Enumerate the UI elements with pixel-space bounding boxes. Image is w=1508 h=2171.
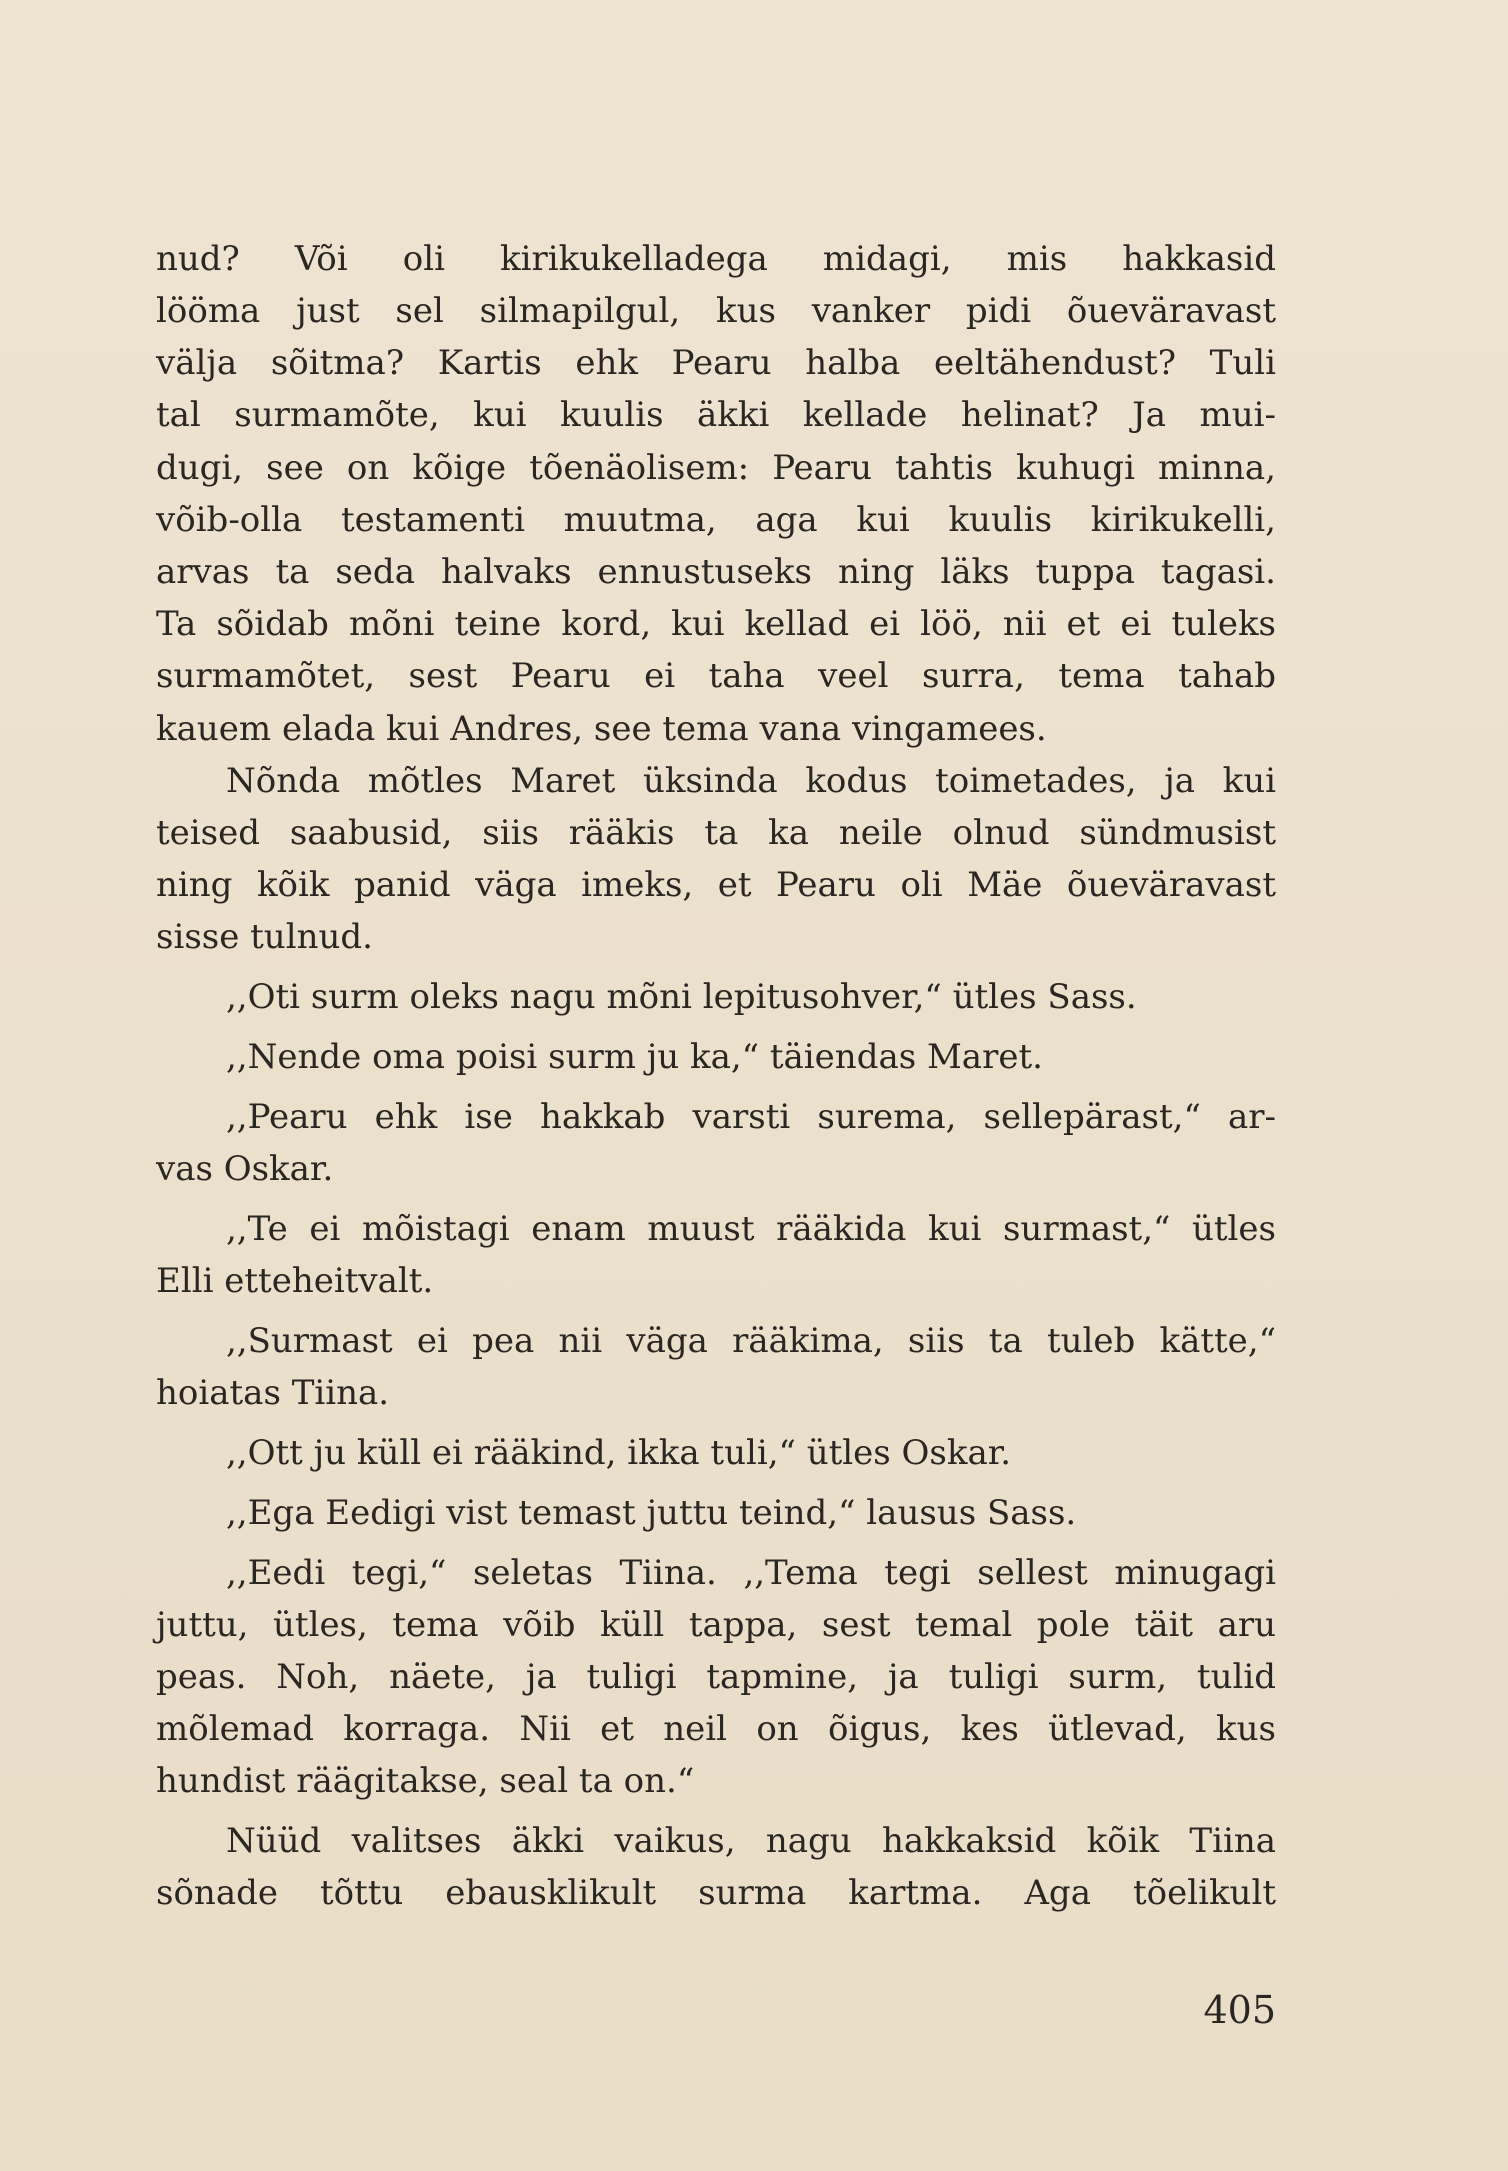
text-line: ,,Ott ju küll ei rääkind, ikka tuli,“ ütles Oskar. (226, 1433, 1012, 1473)
text-line: Ta sõidab mõni teine kord, kui kellad ei löö, nii et ei tuleks (156, 604, 1276, 644)
text-line: hoiatas Tiina. (156, 1373, 390, 1413)
text-line: kauem elada kui Andres, see tema vana vingamees. (156, 709, 1047, 749)
text-line: võib-olla testamenti muutma, aga kui kuulis kirikukelli, (156, 500, 1276, 540)
text-line: mõlemad korraga. Nii et neil on õigus, kes ütlevad, kus (156, 1709, 1276, 1749)
text-line: ,,Pearu ehk ise hakkab varsti surema, sellepärast,“ ar- (226, 1097, 1276, 1137)
text-line: hundist räägitakse, seal ta on.“ (156, 1761, 695, 1801)
text-line: Nõnda mõtles Maret üksinda kodus toimetades, ja kui (226, 761, 1276, 801)
text-line: teised saabusid, siis rääkis ta ka neile olnud sündmusist (156, 813, 1276, 853)
text-line: lööma just sel silmapilgul, kus vanker pidi õueväravast (156, 291, 1276, 331)
text-line: vas Oskar. (156, 1149, 334, 1189)
text-line: ,,Ega Eedigi vist temast juttu teind,“ lausus Sass. (226, 1493, 1077, 1533)
text-line: ,,Surmast ei pea nii väga rääkima, siis ta tuleb kätte,“ (226, 1321, 1276, 1361)
text-line: juttu, ütles, tema võib küll tappa, sest temal pole täit aru (156, 1605, 1276, 1645)
text-line: ,,Nende oma poisi surm ju ka,“ täiendas Maret. (226, 1037, 1043, 1077)
text-line: ning kõik panid väga imeks, et Pearu oli Mäe õueväravast (156, 865, 1276, 905)
text-line: Nüüd valitses äkki vaikus, nagu hakkaksid kõik Tiina (226, 1821, 1276, 1861)
text-line: nud? Või oli kirikukelladega midagi, mis hakkasid (156, 239, 1276, 279)
text-line: sõnade tõttu ebausklikult surma kartma. Aga tõelikult (156, 1873, 1276, 1913)
text-line: ,,Te ei mõistagi enam muust rääkida kui surmast,“ ütles (226, 1209, 1276, 1249)
text-line: sisse tulnud. (156, 917, 373, 957)
text-line: ,,Oti surm oleks nagu mõni lepitusohver,“ ütles Sass. (226, 977, 1137, 1017)
text-line: välja sõitma? Kartis ehk Pearu halba eeltähendust? Tuli (156, 343, 1276, 383)
page-number: 405 (1203, 1988, 1276, 2032)
text-line: dugi, see on kõige tõenäolisem: Pearu tahtis kuhugi minna, (156, 448, 1276, 488)
text-line: ,,Eedi tegi,“ seletas Tiina. ,,Tema tegi sellest minugagi (226, 1553, 1276, 1593)
text-line: peas. Noh, näete, ja tuligi tapmine, ja tuligi surm, tulid (156, 1657, 1276, 1697)
text-line: tal surmamõte, kui kuulis äkki kellade helinat? Ja mui- (156, 395, 1276, 435)
text-line: surmamõtet, sest Pearu ei taha veel surra, tema tahab (156, 656, 1276, 696)
text-line: Elli etteheitvalt. (156, 1261, 434, 1301)
text-line: arvas ta seda halvaks ennustuseks ning läks tuppa tagasi. (156, 552, 1276, 592)
